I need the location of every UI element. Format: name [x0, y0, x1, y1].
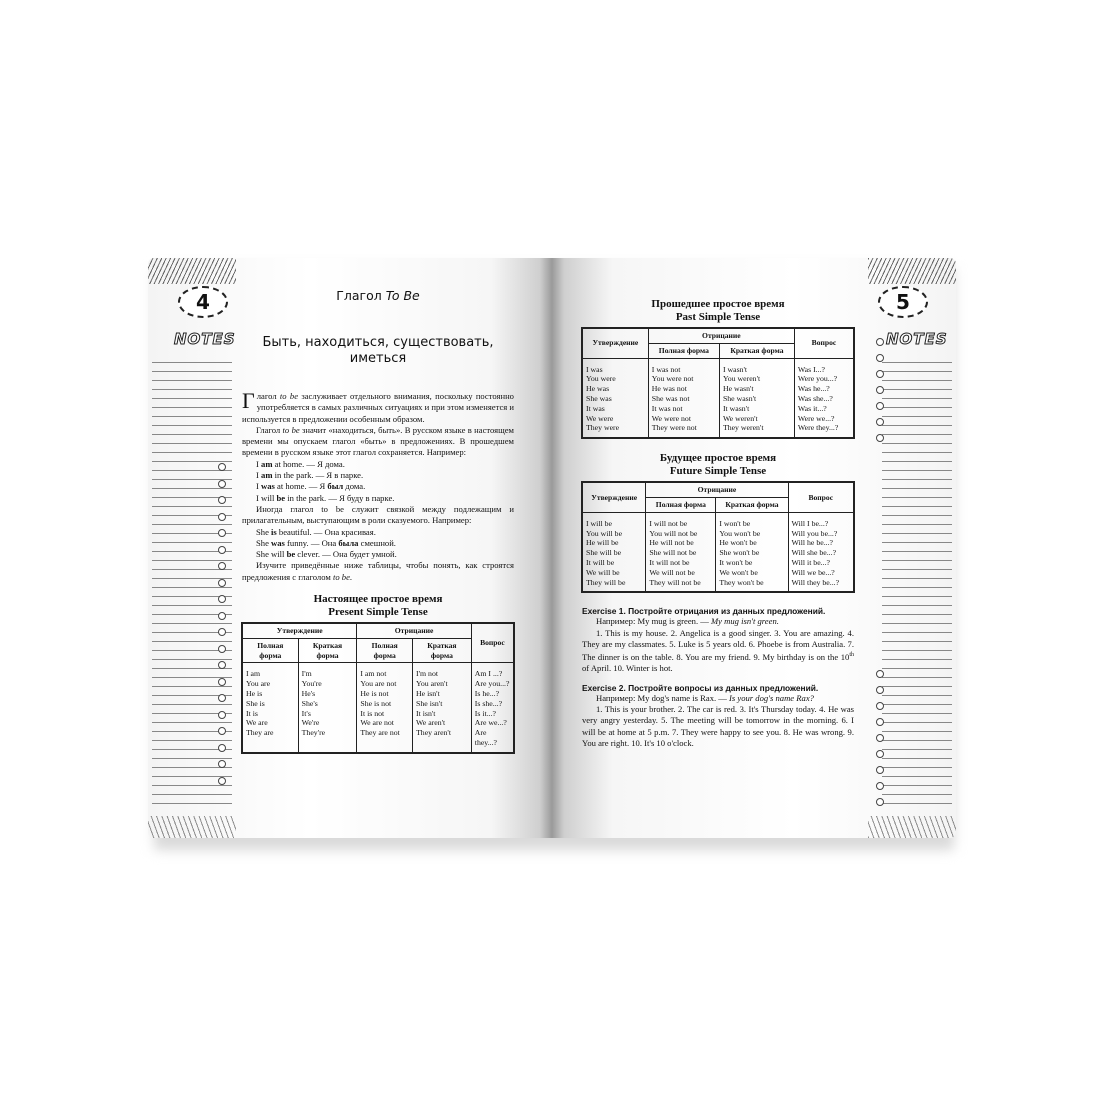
ring-icon	[218, 595, 226, 603]
ring-icon	[876, 402, 884, 410]
table-cell-line: He was not	[651, 384, 687, 394]
table-cell-line: They aren't	[416, 728, 452, 738]
table-cell-line: I won't be	[719, 518, 751, 528]
table-cell	[719, 358, 794, 438]
table-cell-line: It's	[301, 708, 311, 718]
ring-icon	[218, 496, 226, 504]
table-cell-line: It is not	[360, 708, 385, 718]
table-cell-line: You won't be	[719, 528, 761, 538]
table-cell-line: I was not	[651, 364, 681, 374]
present-simple-table	[242, 623, 514, 753]
table-header-cell: Утверждение	[583, 329, 649, 359]
ring-icon	[218, 513, 226, 521]
table-cell-line: Were they...?	[797, 423, 839, 433]
table-cell-line: He's	[301, 689, 316, 699]
table-cell-line: It will not be	[649, 557, 690, 567]
table-cell-line: Will he be...?	[791, 538, 834, 548]
ring-icon	[876, 386, 884, 394]
table-cell-line: We won't be	[719, 567, 758, 577]
ring-icon	[218, 529, 226, 537]
table-cell-line: She wasn't	[722, 393, 757, 403]
ring-icon	[218, 744, 226, 752]
table-cell-line: I'm	[301, 669, 312, 679]
table-cell	[413, 663, 472, 752]
ring-icon	[218, 760, 226, 768]
chapter-title: Глагол To Be	[336, 288, 420, 303]
table-cell-line: It isn't	[416, 708, 436, 718]
ring-icon	[876, 370, 884, 378]
ring-icon	[218, 546, 226, 554]
ring-icon	[218, 562, 226, 570]
table-cell-line: He will be	[586, 538, 619, 548]
ring-icon	[218, 727, 226, 735]
past-table-title: Прошедшее простое время Past Simple Tense	[651, 298, 785, 323]
table-cell-line: You will be	[586, 528, 623, 538]
page-number: 4	[178, 286, 228, 318]
table-cell	[583, 512, 646, 592]
table-cell-line: Is she...?	[474, 698, 503, 708]
table-cell	[471, 663, 513, 752]
notes-column-left	[148, 258, 236, 838]
table-cell-line: We are not	[360, 718, 394, 728]
ring-icon	[876, 782, 884, 790]
intro-text: Глагол to be заслуживает отдельного внимания, поскольку постоянно употребляется в самых различных ситуациях и при этом изменяется и используется в предложении особенным образом. Глагол to be значит «находиться, быть». В русском языке в настоящем времени мы опускаем глагол «быть» в предложениях. В прошедшем времени в русском языке этот глагол сохраняется. Например: I am at home. — Я дома. I am in the park. — Я в парке. I was at home. — Я был дома. I will be in the park. — Я буду в парке. Иногда глагол to be служит связкой между подлежащим и прилагательным, выступающим в роли сказуемого. Например: She is beautiful. — Она красивая. She was funny. — Она была смешной. She will be clever. — Она будет умной. Изучите приведённые ниже таблицы, чтобы понять, как строятся предложения с глаголом to be.	[242, 388, 514, 582]
ring-icon	[218, 661, 226, 669]
table-cell-line: Is he...?	[474, 689, 500, 699]
table-cell-line: You were not	[651, 374, 694, 384]
hatch-decoration	[868, 258, 956, 284]
page-number: 5	[878, 286, 928, 318]
table-cell-line: I will not be	[649, 518, 688, 528]
table-cell-line: He won't be	[719, 538, 757, 548]
table-cell-line: He is	[246, 689, 263, 699]
table-cell-line: She's	[301, 698, 318, 708]
table-cell-line: She won't be	[719, 548, 760, 558]
table-cell-line: They are not	[360, 728, 400, 738]
table-cell-line: Was he...?	[797, 384, 830, 394]
notes-label: NOTES	[174, 330, 236, 348]
table-cell-line: Are they...?	[474, 728, 498, 748]
ring-icon	[876, 434, 884, 442]
table-header-cell: Краткая форма	[298, 638, 357, 663]
ring-icon	[876, 354, 884, 362]
table-cell-line: He wasn't	[722, 384, 754, 394]
table-cell-line: Will we be...?	[791, 567, 835, 577]
table-cell-line: She is not	[360, 698, 392, 708]
example-line: She was funny. — Она была смешной.	[256, 537, 396, 548]
table-cell-line: Will I be...?	[791, 518, 829, 528]
table-cell-line: Will it be...?	[791, 557, 830, 567]
table-cell-line: Was she...?	[797, 393, 833, 403]
ring-icon	[876, 718, 884, 726]
table-cell-line: Will she be...?	[791, 548, 837, 558]
table-cell-line: You are not	[360, 679, 397, 689]
table-cell-line: I will be	[586, 518, 612, 528]
notes-label: NOTES	[886, 330, 948, 348]
table-cell-line: We were not	[651, 413, 692, 423]
ring-icon	[218, 645, 226, 653]
ring-icon	[876, 798, 884, 806]
table-cell-line: You're	[301, 679, 322, 689]
table-cell	[298, 663, 357, 752]
table-cell-line: We are	[246, 718, 268, 728]
table-header-cell: Утверждение	[583, 483, 646, 513]
table-cell-line: Will they be...?	[791, 577, 840, 587]
future-table-title: Будущее простое время Future Simple Tense	[659, 452, 777, 478]
table-cell	[243, 663, 299, 752]
ring-icon	[218, 463, 226, 471]
notes-column-right	[868, 258, 956, 838]
table-header-cell: Полная форма	[646, 497, 716, 512]
ring-icon	[218, 678, 226, 686]
table-cell-line: We will not be	[649, 567, 695, 577]
table-cell	[583, 358, 649, 438]
table-cell-line: I wasn't	[722, 364, 748, 374]
table-cell-line: You will not be	[649, 528, 698, 538]
table-cell-line: Were we...?	[797, 413, 835, 423]
right-content	[582, 298, 854, 749]
table-cell-line: We were	[586, 413, 614, 423]
table-cell-line: She isn't	[416, 698, 443, 708]
ring-icon	[218, 579, 226, 587]
table-header-cell: Вопрос	[471, 624, 513, 663]
exercise-1-heading: Exercise 1. Постройте отрицания из данных предложений.	[582, 606, 826, 617]
table-cell-line: She was not	[651, 393, 690, 403]
table-cell-line: We're	[301, 718, 320, 728]
table-header-cell: Полная форма	[243, 638, 299, 663]
table-cell-line: I am	[246, 669, 261, 679]
exercise-2-heading: Exercise 2. Постройте вопросы из данных предложений.	[582, 682, 819, 693]
ring-icon	[876, 418, 884, 426]
table-cell-line: You aren't	[416, 679, 448, 689]
ring-icon	[876, 338, 884, 346]
hatch-decoration	[868, 816, 956, 838]
left-content	[242, 288, 514, 753]
ring-icon	[218, 711, 226, 719]
table-cell-line: It is	[246, 708, 258, 718]
table-cell-line: Is it...?	[474, 708, 497, 718]
example-line: She is beautiful. — Она красивая.	[256, 526, 376, 537]
table-cell-line: She will be	[586, 548, 622, 558]
table-header-cell: Краткая форма	[719, 343, 794, 358]
table-header-cell: Краткая форма	[716, 497, 788, 512]
table-header-cell: Вопрос	[788, 483, 853, 513]
notes-lines	[882, 354, 952, 812]
table-cell-line: We weren't	[722, 413, 758, 423]
table-header-cell: Краткая форма	[413, 638, 472, 663]
table-cell-line: Will you be...?	[791, 528, 838, 538]
ring-icon	[876, 670, 884, 678]
hatch-decoration	[148, 816, 236, 838]
left-page	[148, 258, 552, 838]
ring-icon	[218, 612, 226, 620]
table-cell-line: Was I...?	[797, 364, 825, 374]
ring-icon	[876, 750, 884, 758]
table-cell-line: They will not be	[649, 577, 701, 587]
table-cell-line: He will not be	[649, 538, 694, 548]
table-cell-line: Am I ...?	[474, 669, 503, 679]
table-header-cell: Вопрос	[794, 329, 853, 359]
table-cell-line: We will be	[586, 567, 620, 577]
table-cell-line: They are	[246, 728, 274, 738]
past-simple-table	[582, 328, 854, 438]
table-cell-line: He isn't	[416, 689, 440, 699]
ring-icon	[876, 702, 884, 710]
table-cell-line: He is not	[360, 689, 389, 699]
table-header-cell: Отрицание	[648, 329, 794, 344]
table-cell-line: They won't be	[719, 577, 764, 587]
hatch-decoration	[148, 258, 236, 284]
table-cell-line: It will be	[586, 557, 615, 567]
table-header-cell: Полная форма	[648, 343, 719, 358]
example-line: She will be clever. — Она будет умной.	[256, 549, 397, 560]
table-cell	[646, 512, 716, 592]
table-header-cell: Утверждение	[243, 624, 357, 639]
table-header-cell: Полная форма	[357, 638, 413, 663]
right-page	[552, 258, 956, 838]
table-cell-line: Are you...?	[474, 679, 510, 689]
table-header-cell: Отрицание	[646, 483, 788, 498]
ring-icon	[876, 686, 884, 694]
drop-cap: Г	[242, 388, 255, 413]
table-cell-line: We aren't	[416, 718, 446, 728]
ring-icon	[218, 480, 226, 488]
example-line: I am in the park. — Я в парке.	[256, 470, 364, 481]
table-cell	[716, 512, 788, 592]
present-table-title: Настоящее простое время Present Simple Tense	[313, 593, 443, 619]
table-cell-line: They were not	[651, 423, 697, 433]
table-cell	[357, 663, 413, 752]
example-line: I was at home. — Я был дома.	[256, 481, 366, 492]
exercise-1-body: Например: My mug is green. — My mug isn't green. 1. This is my house. 2. Angelica is a good singer. 3. You are amazing. 4. They are my classmates. 5. Luke is 5 years old. 6. Phoebe is from Australia. 7. The dinner is on the table. 8. You are my friend. 9. My birthday is on the 10th of April. 10. Winter is hot.	[582, 616, 854, 674]
table-cell-line: They weren't	[722, 423, 764, 433]
exercise-2-body: Например: My dog's name is Rax. — Is your dog's name Rax? 1. This is your brother. 2. The car is red. 3. It's Thursday today. 4. He was very angry yesterday. 5. The meeting will be tomorrow in the morning. 6. I will be at home at 5 p.m. 7. They were happy to see you. 8. He was wrong. 9. You are right. 10. It's 10 o'clock.	[582, 692, 854, 748]
table-cell-line: She was	[586, 393, 612, 403]
spiral-rings	[218, 463, 228, 793]
table-cell	[788, 512, 853, 592]
table-cell-line: She will not be	[649, 548, 697, 558]
example-line: I am at home. — Я дома.	[256, 458, 345, 469]
table-cell-line: Are we...?	[474, 718, 507, 728]
ring-icon	[218, 694, 226, 702]
ring-icon	[218, 628, 226, 636]
table-cell-line: I'm not	[416, 669, 439, 679]
table-cell-line: I am not	[360, 669, 387, 679]
table-cell	[794, 358, 853, 438]
spiral-rings	[876, 286, 886, 450]
table-header-cell: Отрицание	[357, 624, 471, 639]
table-cell-line: Were you...?	[797, 374, 838, 384]
example-line: I will be in the park. — Я буду в парке.	[256, 492, 395, 503]
table-cell-line: They were	[586, 423, 620, 433]
table-cell-line: I was	[586, 364, 603, 374]
table-cell-line: It won't be	[719, 557, 753, 567]
table-cell-line: You weren't	[722, 374, 761, 384]
open-book	[148, 258, 956, 848]
table-cell-line: You were	[586, 374, 616, 384]
table-cell-line: They're	[301, 728, 326, 738]
table-cell-line: They will be	[586, 577, 626, 587]
ring-icon	[876, 734, 884, 742]
table-cell-line: It wasn't	[722, 403, 750, 413]
spiral-rings	[876, 670, 886, 814]
table-cell-line: You are	[246, 679, 271, 689]
future-simple-table	[582, 482, 854, 592]
chapter-subtitle: Быть, находиться, существовать, иметься	[262, 335, 494, 366]
table-cell-line: It was	[586, 403, 605, 413]
ring-icon	[876, 766, 884, 774]
table-cell-line: Was it...?	[797, 403, 827, 413]
table-cell	[648, 358, 719, 438]
table-cell-line: She is	[246, 698, 265, 708]
ring-icon	[218, 777, 226, 785]
table-cell-line: It was not	[651, 403, 683, 413]
table-cell-line: He was	[586, 384, 610, 394]
